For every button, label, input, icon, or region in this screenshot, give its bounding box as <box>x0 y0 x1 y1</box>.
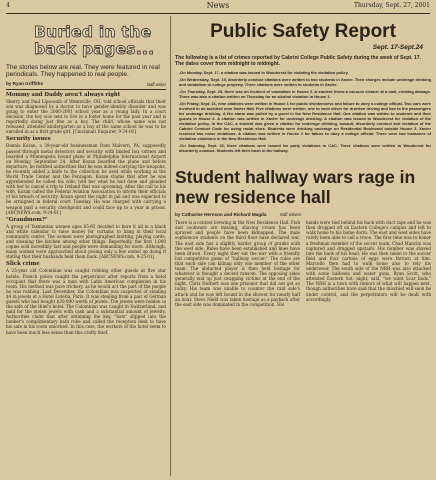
issue-date: Thursday, Sept. 27, 2001 <box>354 2 430 9</box>
story-title: "Grandmom?" <box>6 216 48 223</box>
buried-credit: staff writer <box>146 81 166 87</box>
hallway-byline-row <box>175 212 431 217</box>
story-title: Slick crime <box>6 261 40 268</box>
story-item <box>6 217 166 260</box>
safety-dates: Sept. 17-Sept.24 <box>372 44 423 51</box>
safety-report-item: -On Thursday, Sept. 20, there was an incident of vandalism in House 2. A student threw a vacuum cleaner at a wall, creating damage. There was also a citation written on Thursday for an alcohol violation in House 1. <box>179 89 431 100</box>
safety-intro: The following is a list of crimes reported by Cabrini College Public Safety during the week of Sept. 17. The dates cover from midnight to midnight. <box>175 55 421 68</box>
hallway-credit: staff writers <box>279 212 302 218</box>
page-header <box>6 2 430 12</box>
story-item <box>6 92 166 135</box>
buried-headline: Buried in the back pages... <box>34 23 155 58</box>
hallway-text: There is a contest brewing in the New Residence Hall. Fish and cookware are missing, shaving cream has been sprayed and people have been kidnapped. The male sophomore students on the third floor have declared war. The east side has a slightly harder group of pranks with the west side. Rules have been established and lines have been drawn. Every night they eat the war with a friendly but competitive game of "hallway soccer." The rules are that each side can kidnap only one member of the other team. The abducted player is then held hostage for whatever is thought a decent ransom. The opposing sides generally end up just swapping victims at the end of the night. Chris Herbert was one prisoner that did not get so lucky. His team was unable to counter the raid side's attack and he was left bound in the shower for nearly half an hour. Steve Nield was taken hostage as a payback after the east side was dominated in the competition. His <box>175 220 301 307</box>
section-name: News <box>206 1 230 10</box>
hallway-column-1 <box>175 220 300 307</box>
safety-report-item: -On Monday, Sept. 17, a citation was issued in Woodcrest for violating the visitation policy. <box>179 70 349 76</box>
hallway-byline: by Catharine Hernson and Richard Magda <box>175 212 267 218</box>
hallway-text: hands were tied behind his back with duct tape and he was then dropped off on Eastern College's campus and left to walk home to his home dorm. The east and west sides have rarely been able to call a truce. The first time was to honor a freshman member of the soccer team, Chad Mancini was captured and dragged upstairs. His number was shaved into the back of his head. He was then taken to the soccer field and four cartons of eggs were thrown at him. Marcello then had to walk home also to rely his underwear. The south side of the NRH was also attacked with some balloons and water guns. Ryan Scott, who attended Eastern Sat. night, said, "we want Scar back." The NRH is a town with rumors of what will happen next, though authorities have said that the mischief will soon be under control, and the perpetrators will be dealt with accordingly. <box>306 220 431 302</box>
story-text: Sherry and Paul Lipscomb of Wentzville, OH, told school officials that their son was diagnosed by a doctor to have gender-identity disorder and was going to enter the 2000-2001 school year as a young lady. In a court decision, the boy was sent to live in a foster home for the past year and is reportedly doing just fine as a boy. The child, whose name was not released, attended kindergarten as a boy at the same school he was to be enrolled in as a first grade girl. [Cincinnati Enquirer, 9-24-01] <box>6 98 166 135</box>
hallway-body <box>175 220 431 307</box>
header-rule <box>6 13 430 14</box>
hallway-column-2 <box>306 220 431 307</box>
right-column <box>175 16 431 478</box>
story-text: A group of Tasmanian women ages 65-82 decided to bare it all in a black and white calendar to raise money for curtains to hang in their local community center. The women were photographed knitting, playing cards, and cleaning the kitchen among other things. Reportedly, the first 1,000 copies sold incredibly fast and people were demanding for more. Although, many women were approached about posing only a few ended up doing it stating that their husbands held them back. [ABCNEWS.com, 9-25-01] <box>6 223 166 260</box>
story-text: Dennis Kozan, a 39-year-old businessman from Malvern, PA, supposedly passed through metal detectors and security with bladed box cutters and boarded a Minneapolis bound plane at Philadelphia International Airport on Monday, September 24. After Kozan boarded the plane and before departure, he notified authorities that he was indeed carrying the weapons, he recently added a knife to the collection he used while working at the World Trade Center and the Pentagon. Kozan claims that after he was apprehended he called his wife, told her what he had done and pleaded with her to cancel a trip to Ireland that was upcoming. After the call to his wife, Kozan called the Federal Aviation Association to inform their officials of his breach of security. Kozan spent the night in jail and was expected to be arraigned in federal court Tuesday. He was charged with carrying a weapon past a security checkpoint and could face up to a year in prison. [ABCNEWS.com, 9-24-01] <box>6 143 166 215</box>
divider <box>6 89 166 90</box>
safety-report-item: -On Wednesday, Sept. 19, disorderly conduct citations were written to two students in Xavier. Their charges include underage drinking and vandalism to college property. Three citations were written to students in Xavier. <box>179 77 431 88</box>
story-title: Security issues <box>6 136 51 143</box>
story-text: A 25-year old Colombian was caught robbing other guests at five star hotels. French police caught the perpetrator after reports from a hotel occupant that there was a man with Latin American complexion in his room. His method was pure trickery, as he would act the part of the people he was robbing. Last December, the Colombian was suspected of stealing $4 in jewels at a Hotel Lutetia, Paris. It was stealing from a pair of German guests who had bought $20,000 worth of jewels. The jewels were hidden in the safe of the thief's hotel. The Colombian was caught in Switzerland, and paid for the stolen jewels with cash and a substantial amount of jewelry. Authorities claim that after obtaining the key, "Sam" slipped into the banker's complimentary bath robe and called the reception desk to have his safe in his room unlocked. In this case, the workers of the hotel seem to have been much less sense than this crafty thief. <box>6 268 166 335</box>
page-number: 4 <box>6 2 10 9</box>
buried-column <box>6 16 166 478</box>
hallway-headline: Student hallway wars rage in new residence hall <box>175 167 416 208</box>
buried-byline: by Ryan Griffiths <box>6 80 44 86</box>
story-title: Mommy and Daddy aren't always right <box>6 91 121 98</box>
buried-intro: The stories below are real. They were featured in real periodicals. They happened to real people. <box>6 64 160 79</box>
story-item <box>6 136 166 214</box>
safety-report-item: -On Friday, Sept. 21, nine citations were written in House 1 for public drunkenness and failure to obey a college official. Two cars were involved in an accident near Xavier Hall. Five citations were written, one to each driver for drunken driving and two to the passengers for underage drinking. A fire alarm was pulled by a guest in the New Residence Hall. One citation was written to students and their guests in House 2. A citation was written in Xavier for underage drinking. A citation was issued to Woodcrest for violation of the visitation policy. In the CAC, a student was given a citation for underage drinking, assault, disorderly conduct and violation of the Cabrini Conduct Code for using racial slurs. Students were drinking underage on Residential Boulevard outside House 2. Xavier received two noise violations. A citation was written in House 2 for failure to obey a college official. There were two instances of visitation violations in the New Residence Hall. <box>179 101 431 142</box>
column-divider <box>170 16 171 476</box>
story-item <box>6 261 166 334</box>
safety-title: Public Safety Report <box>210 21 396 42</box>
safety-report-item: -On Saturday, Sept. 22, three citations were issued for party violations in CAC. Three citations were written to Woodcrest for disorderly conduct. Students left their trash in the hallway. <box>179 143 431 154</box>
